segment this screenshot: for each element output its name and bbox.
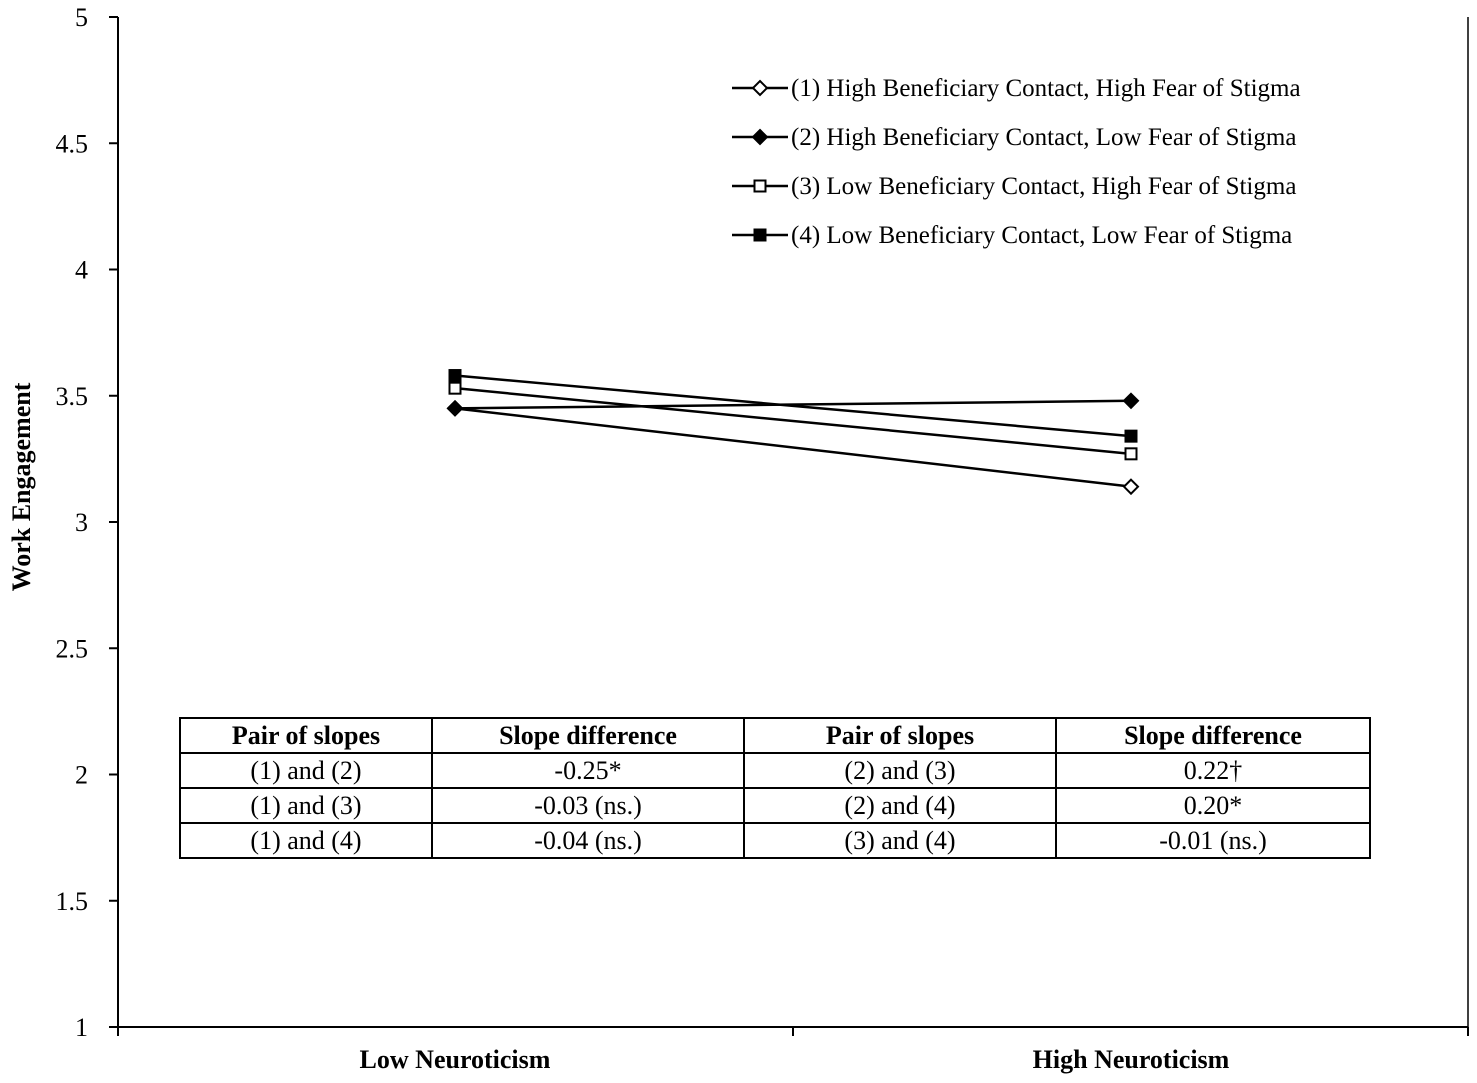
data-point (1126, 448, 1137, 459)
table-cell: -0.04 (ns.) (432, 823, 744, 858)
data-point (1124, 480, 1138, 494)
table-row (180, 753, 1370, 788)
table-cell: 0.22† (1056, 753, 1370, 788)
slope-difference-table (179, 717, 1371, 859)
legend-marker (753, 130, 767, 144)
legend-label: (4) Low Beneficiary Contact, Low Fear of Stigma (791, 222, 1293, 249)
legend-marker (755, 230, 766, 241)
y-axis (56, 3, 119, 1042)
table-cell: (1) and (3) (180, 788, 432, 823)
y-tick-label: 5 (75, 3, 88, 32)
y-tick-label: 4 (75, 255, 88, 285)
table-row (180, 788, 1370, 823)
x-ticks (118, 1027, 1468, 1074)
table-cell: (1) and (2) (180, 753, 432, 788)
legend-marker (755, 181, 766, 192)
legend-entry (732, 173, 1296, 200)
legend-entry (732, 124, 1296, 151)
header-diff-1: Slope difference (432, 718, 744, 753)
table-cell: (1) and (4) (180, 823, 432, 858)
series-line (455, 401, 1131, 409)
header-pair-1: Pair of slopes (180, 718, 432, 753)
table-cell: (2) and (3) (744, 753, 1056, 788)
data-point (1124, 394, 1138, 408)
table-cell: -0.01 (ns.) (1056, 823, 1370, 858)
table-cell: 0.20* (1056, 788, 1370, 823)
header-pair-2: Pair of slopes (744, 718, 1056, 753)
y-tick-label: 3 (75, 508, 88, 537)
legend-label: (2) High Beneficiary Contact, Low Fear of Stigma (791, 124, 1297, 151)
y-axis-title: Work Engagement (7, 382, 36, 592)
x-category-label: Low Neuroticism (359, 1045, 551, 1074)
series-1 (448, 401, 1138, 493)
table-header-row (180, 718, 1370, 753)
data-point (450, 370, 461, 381)
y-tick-label: 4.5 (55, 129, 88, 159)
legend (732, 75, 1301, 249)
y-tick-label: 1.5 (55, 886, 88, 916)
data-point (448, 401, 462, 415)
table-cell: -0.25* (432, 753, 744, 788)
table-cell: (3) and (4) (744, 823, 1056, 858)
table-row (180, 823, 1370, 858)
series-layer (448, 370, 1138, 494)
y-tick-label: 1 (75, 1013, 88, 1042)
data-point (450, 383, 461, 394)
y-tick-label: 3.5 (55, 381, 88, 411)
series-4 (450, 370, 1137, 442)
header-diff-2: Slope difference (1056, 718, 1370, 753)
legend-label: (1) High Beneficiary Contact, High Fear of Stigma (791, 75, 1301, 102)
legend-entry (732, 75, 1301, 102)
legend-label: (3) Low Beneficiary Contact, High Fear of Stigma (791, 173, 1297, 200)
table-cell: -0.03 (ns.) (432, 788, 744, 823)
x-category-label: High Neuroticism (1032, 1045, 1230, 1074)
table-cell: (2) and (4) (744, 788, 1056, 823)
y-ticks (56, 3, 119, 1042)
y-tick-label: 2.5 (55, 634, 88, 664)
x-axis (118, 1027, 1468, 1074)
legend-marker (753, 81, 767, 95)
legend-entry (732, 222, 1292, 249)
y-tick-label: 2 (75, 760, 88, 790)
data-point (1126, 431, 1137, 442)
series-line (455, 376, 1131, 437)
